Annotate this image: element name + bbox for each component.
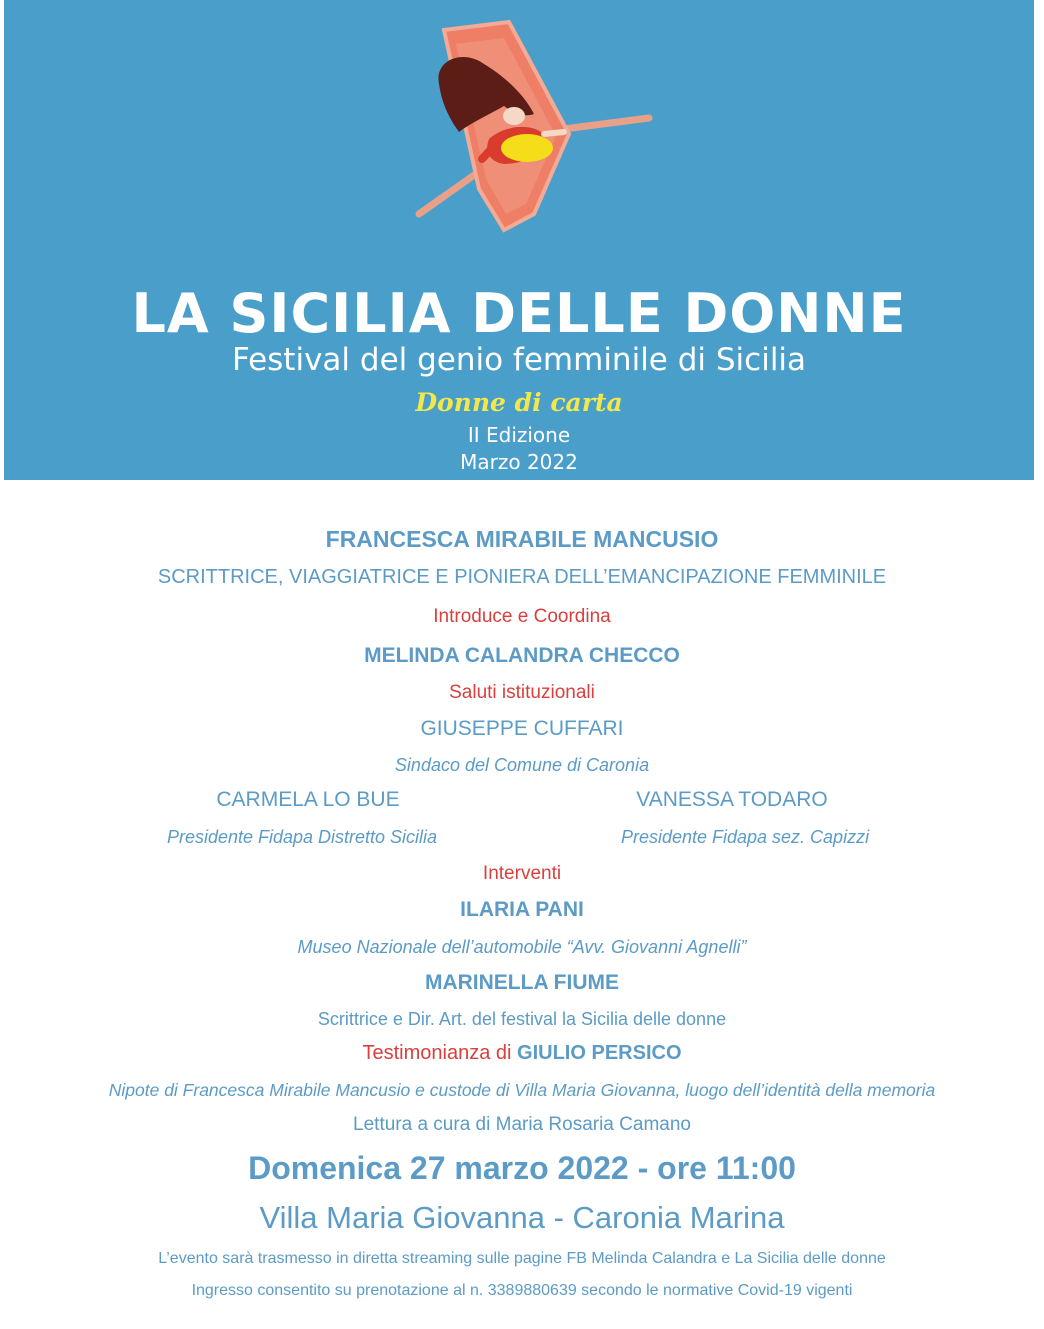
header-banner	[4, 0, 1034, 480]
reading-credit: Lettura a cura di Maria Rosaria Camano	[353, 1114, 691, 1135]
edition-number: II Edizione	[467, 423, 571, 447]
speaker-2-name: MARINELLA FIUME	[424, 971, 620, 994]
testimony-description: Nipote di Francesca Mirabile Mancusio e custode di Villa Maria Giovanna, luogo dell’identità della memoria	[108, 1080, 936, 1100]
guest-2-role: Presidente Fidapa sez. Capizzi	[620, 827, 870, 847]
guest-1-role: Presidente Fidapa Distretto Sicilia	[166, 827, 438, 847]
guest-1-name: CARMELA LO BUE	[216, 788, 400, 811]
guest-2-name: VANESSA TODARO	[636, 788, 828, 811]
event-datetime: Domenica 27 marzo 2022 - ore 11:00	[248, 1150, 796, 1186]
intro-label: Introduce e Coordina	[433, 606, 611, 627]
speaker-1-name: ILARIA PANI	[460, 898, 584, 921]
streaming-note: L’evento sarà trasmesso in diretta streaming sulle pagine FB Melinda Calandra e La Sicilia delle donne	[158, 1250, 886, 1267]
speaker-1-role: Museo Nazionale dell’automobile “Avv. Giovanni Agnelli”	[297, 937, 747, 957]
talks-label: Interventi	[482, 863, 562, 884]
testimony-label: Testimonianza di	[362, 1042, 512, 1064]
testimony-line	[0, 1042, 1044, 1065]
booking-note: Ingresso consentito su prenotazione al n. 3389880639 secondo le normative Covid-19 vigenti	[191, 1282, 853, 1299]
edition-date: Marzo 2022	[460, 450, 578, 474]
festival-title: LA SICILIA DELLE DONNE	[131, 282, 907, 345]
greetings-label: Saluti istituzionali	[449, 682, 595, 703]
mayor-name: GIUSEPPE CUFFARI	[420, 717, 624, 740]
moderator-name: MELINDA CALANDRA CHECCO	[364, 644, 680, 667]
festival-subtitle: Festival del genio femminile di Sicilia	[231, 342, 807, 378]
testimony-name: GIULIO PERSICO	[517, 1042, 682, 1064]
rowboat-woman-illustration	[394, 14, 664, 244]
edition-theme: Donne di carta	[415, 388, 623, 417]
honoree-name: FRANCESCA MIRABILE MANCUSIO	[325, 526, 719, 552]
mayor-role: Sindaco del Comune di Caronia	[394, 755, 650, 775]
speaker-2-role: Scrittrice e Dir. Art. del festival la Sicilia delle donne	[317, 1009, 727, 1029]
honoree-description: SCRITTRICE, VIAGGIATRICE E PIONIERA DELL’EMANCIPAZIONE FEMMINILE	[157, 566, 887, 588]
event-venue: Villa Maria Giovanna - Caronia Marina	[259, 1200, 785, 1235]
